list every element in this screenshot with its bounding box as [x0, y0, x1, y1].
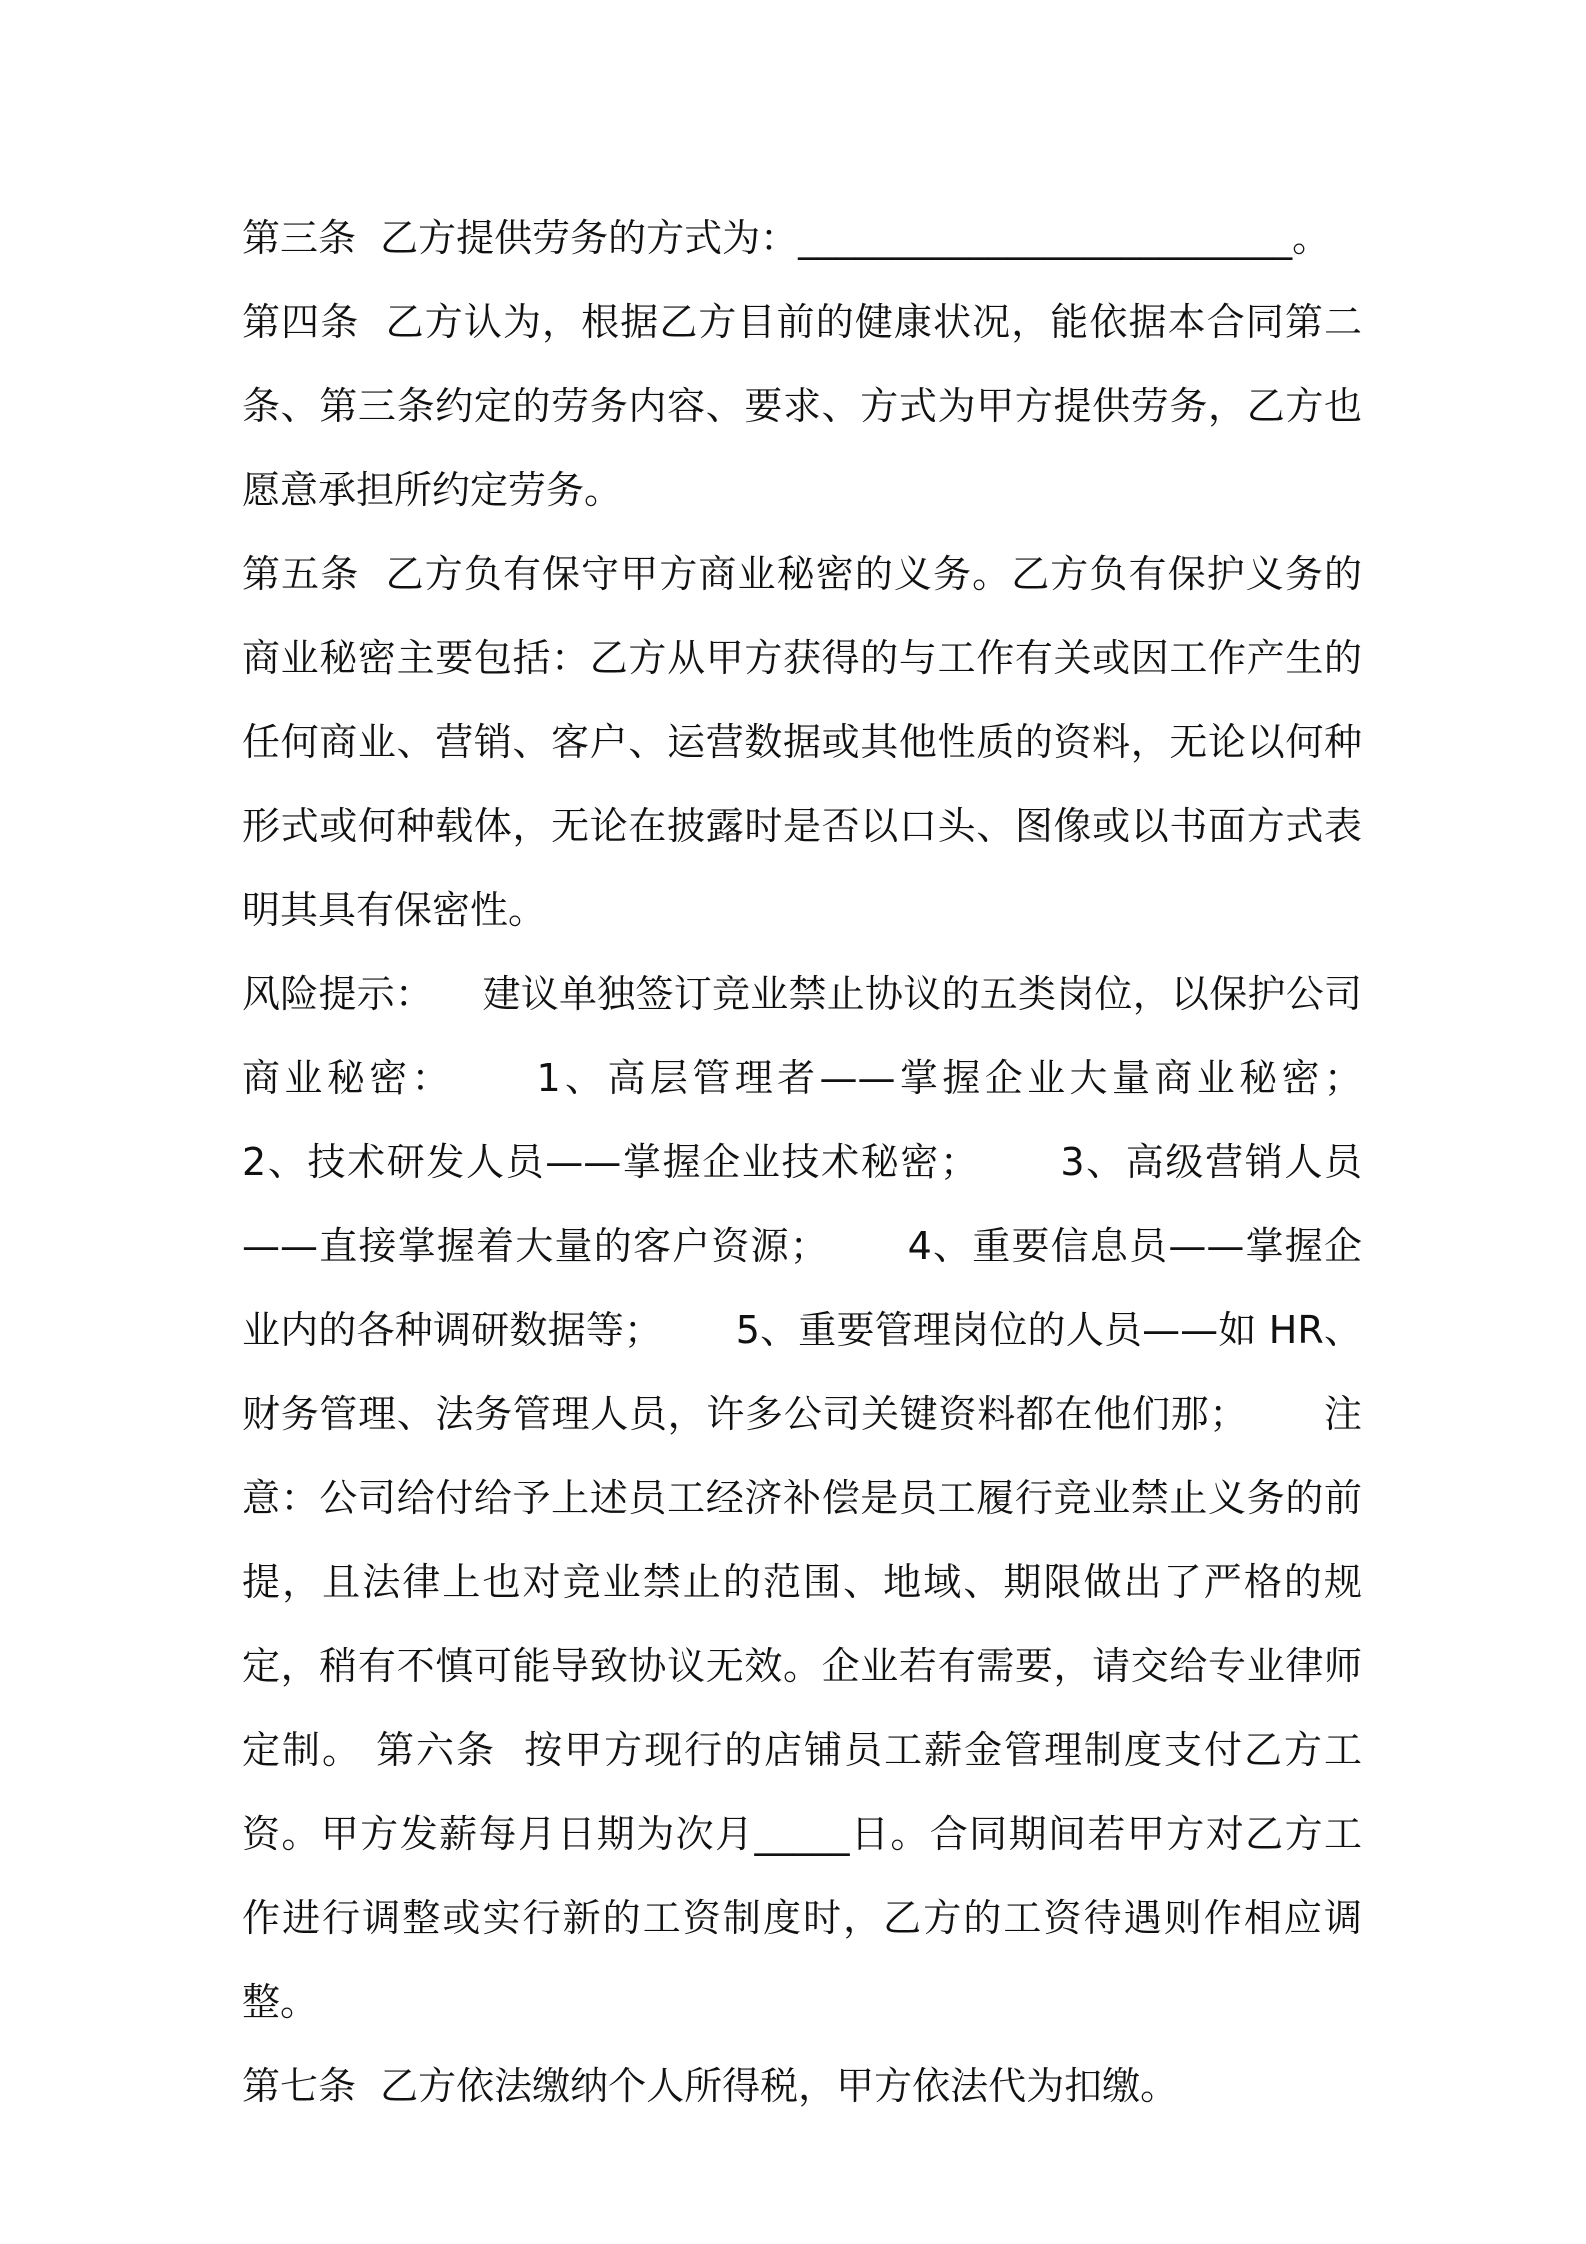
document-body: [242, 196, 1435, 2128]
risk-notice-paragraph: 风险提示： 建议单独签订竞业禁止协议的五类岗位，以保护公司商业秘密： 1、高层管理者——掌握企业大量商业秘密； 2、技术研发人员——掌握企业技术秘密； 3、高级营销人员——直接掌握着大量的客户资源； 4、重要信息员——掌握企业内的各种调研数据等； 5、重要管理岗位的人员——如 HR、财务管理、法务管理人员，许多公司关键资料都在他们那； 注意：公司给付给予上述员工经济补偿是员工履行竞业禁止义务的前提，且法律上也对竞业禁止的范围、地域、期限做出了严格的规定，稍有不慎可能导致协议无效。企业若有需要，请交给专业律师定制。 第六条 按甲方现行的店铺员工薪金管理制度支付乙方工资。甲方发薪每月日期为次月_____日。合同期间若甲方对乙方工作进行调整或实行新的工资制度时，乙方的工资待遇则作相应调整。: [242, 972, 1435, 2024]
article-4-paragraph: 第四条 乙方认为，根据乙方目前的健康状况，能依据本合同第二条、第三条约定的劳务内容、要求、方式为甲方提供劳务，乙方也愿意承担所约定劳务。: [242, 300, 1362, 512]
article-7-paragraph: 第七条 乙方依法缴纳个人所得税，甲方依法代为扣缴。: [242, 2064, 1179, 2108]
article-5-paragraph: 第五条 乙方负有保守甲方商业秘密的义务。乙方负有保护义务的商业秘密主要包括：乙方从甲方获得的与工作有关或因工作产生的任何商业、营销、客户、运营数据或其他性质的资料，无论以何种形式或何种载体，无论在披露时是否以口头、图像或以书面方式表明其具有保密性。: [242, 552, 1362, 932]
article-3-paragraph: 第三条 乙方提供劳务的方式为：__________________________。: [242, 216, 1331, 260]
